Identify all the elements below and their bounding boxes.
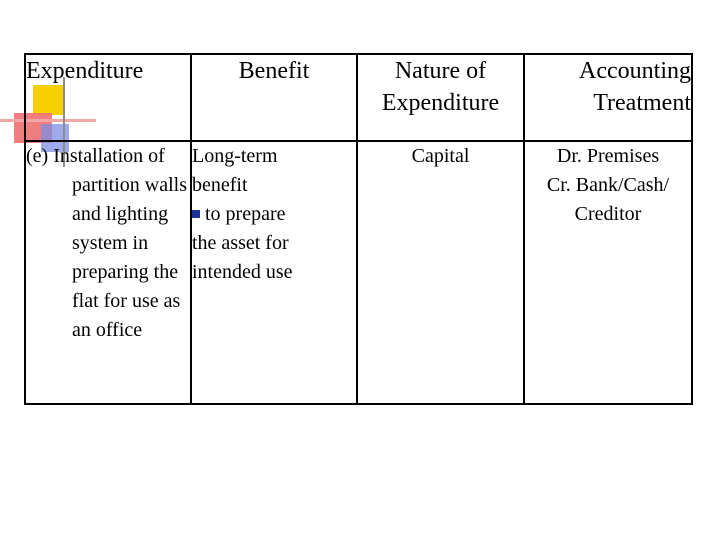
- header-nature-line1: Nature of: [394, 58, 487, 84]
- header-expenditure: [25, 54, 191, 141]
- benefit-line2: benefit: [192, 174, 248, 196]
- cell-expenditure: [25, 141, 191, 404]
- benefit-bullet-line: [192, 200, 356, 229]
- header-benefit: [191, 54, 357, 141]
- expenditure-table: [24, 53, 693, 405]
- header-expenditure-label: Expenditure: [26, 58, 144, 84]
- header-nature: [357, 54, 524, 141]
- benefit-line1: Long-term: [192, 145, 278, 167]
- table-header-row: [25, 54, 692, 141]
- benefit-line5: intended use: [192, 261, 293, 283]
- treatment-line2: Cr. Bank/Cash/: [546, 174, 670, 196]
- header-treatment-line1: Accounting: [579, 58, 691, 84]
- benefit-line4: the asset for: [192, 232, 289, 254]
- header-treatment: [524, 54, 692, 141]
- bullet-icon: [192, 210, 200, 218]
- expenditure-text: (e) Installation of partition walls and lighting system in preparing the flat for use as an office: [26, 145, 187, 341]
- header-nature-line2: Expenditure: [381, 90, 500, 116]
- nature-text: Capital: [411, 145, 470, 167]
- cell-benefit: [191, 141, 357, 404]
- cell-treatment: [524, 141, 692, 404]
- benefit-bullet-text: to prepare: [205, 203, 286, 225]
- header-treatment-line2: Treatment: [593, 90, 691, 116]
- cell-nature: [357, 141, 524, 404]
- header-benefit-label: Benefit: [238, 58, 310, 84]
- treatment-line3: Creditor: [574, 203, 642, 225]
- treatment-line1: Dr. Premises: [556, 145, 660, 167]
- table-row: [25, 141, 692, 404]
